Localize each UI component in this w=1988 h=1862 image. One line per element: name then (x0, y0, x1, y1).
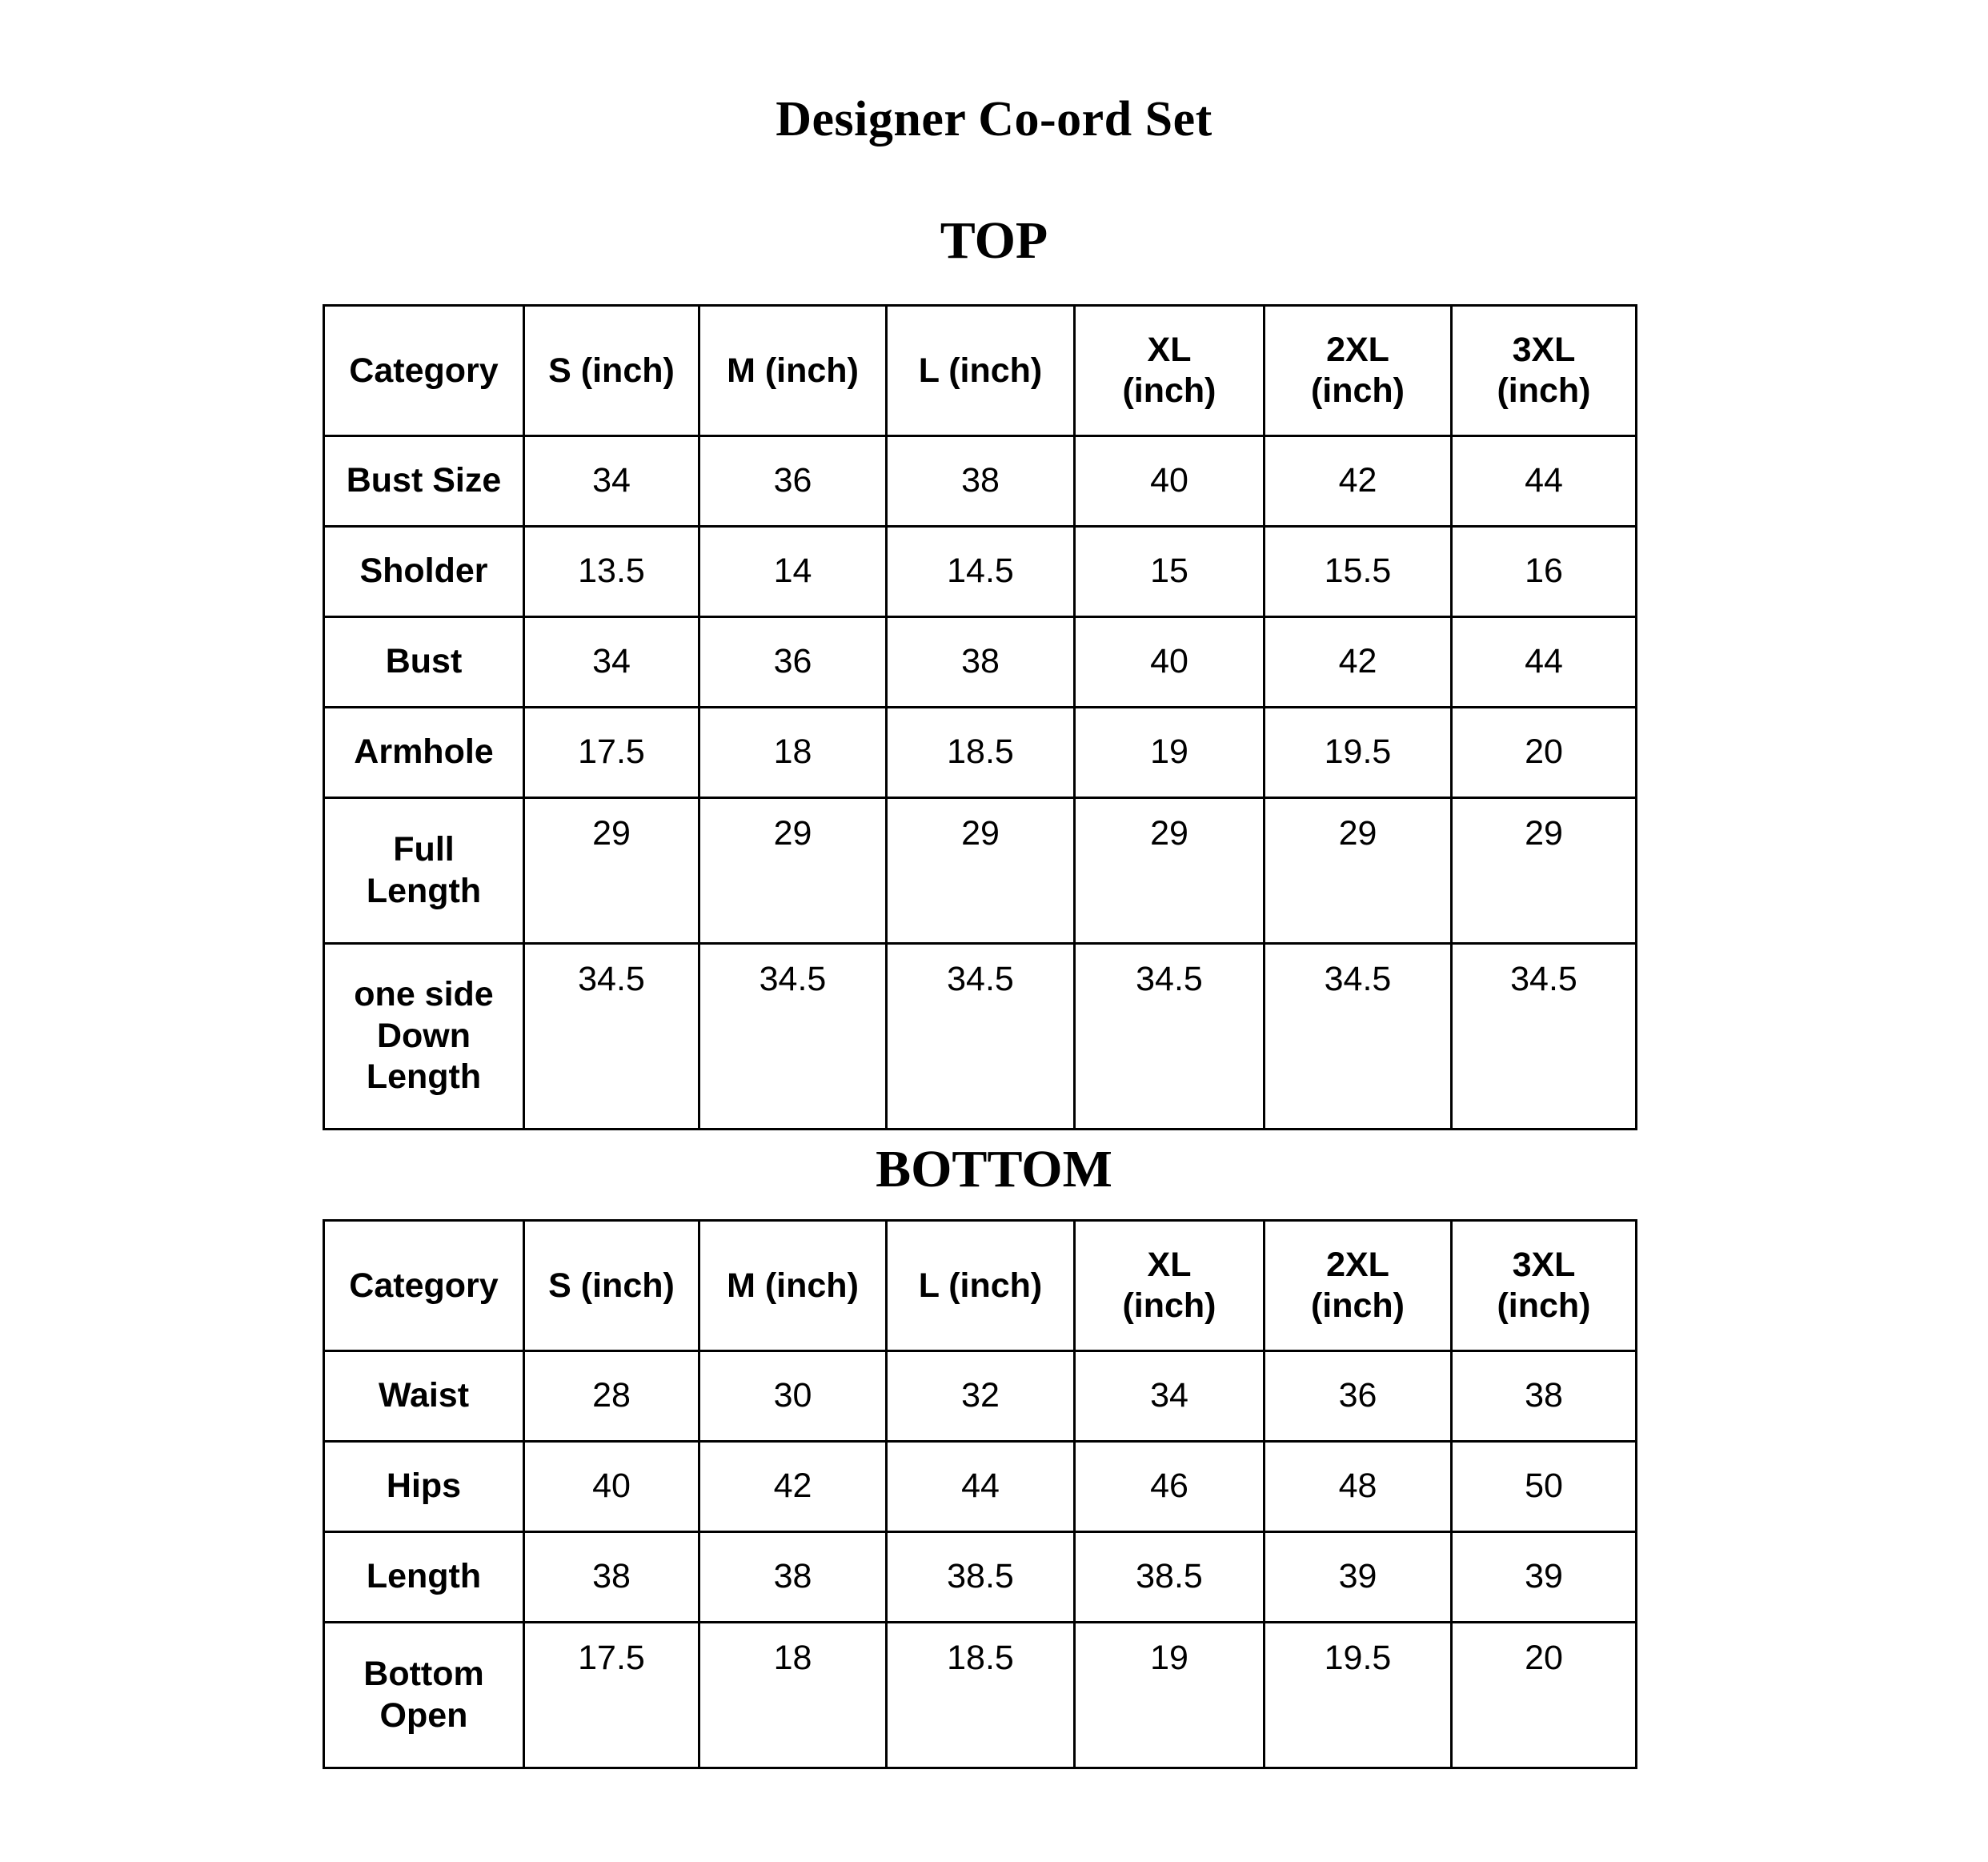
cell-value: 34 (524, 436, 699, 527)
page-title: Designer Co-ord Set (776, 92, 1212, 146)
section-heading-top: TOP (940, 211, 1048, 270)
cell-value: 18 (699, 1623, 887, 1768)
column-header-l (887, 1221, 1075, 1351)
cell-value: 18.5 (887, 708, 1075, 798)
cell-value: 17.5 (524, 1623, 699, 1768)
column-header-l (887, 306, 1075, 436)
table-row (324, 708, 1637, 798)
cell-value: 38 (887, 617, 1075, 708)
cell-value: 44 (1452, 436, 1637, 527)
table-header-row (324, 306, 1637, 436)
column-header-category (324, 306, 524, 436)
cell-value: 42 (1265, 436, 1452, 527)
cell-value: 34.5 (524, 944, 699, 1130)
column-header-m (699, 306, 887, 436)
cell-value: 20 (1452, 1623, 1637, 1768)
cell-value: 34.5 (699, 944, 887, 1130)
cell-value: 42 (1265, 617, 1452, 708)
column-header-line: 3XL (1512, 1246, 1576, 1285)
row-label-waist (324, 1351, 524, 1442)
cell-value: 38 (699, 1532, 887, 1623)
column-header-line: M (inch) (727, 351, 859, 390)
row-label-full-length (324, 798, 524, 944)
table-row (324, 944, 1637, 1130)
row-label-line: Bust Size (346, 461, 502, 500)
top-size-table (323, 304, 1637, 1130)
column-header-line: (inch) (1310, 371, 1405, 410)
cell-value: 30 (699, 1351, 887, 1442)
row-label-line: Open (379, 1695, 468, 1735)
column-header-line: M (inch) (727, 1266, 859, 1305)
cell-value: 39 (1452, 1532, 1637, 1623)
row-label-bust (324, 617, 524, 708)
cell-value: 13.5 (524, 527, 699, 617)
cell-value: 19 (1075, 708, 1265, 798)
column-header-m (699, 1221, 887, 1351)
column-header-category (324, 1221, 524, 1351)
row-label-line: Down (376, 1016, 471, 1055)
column-header-s (524, 1221, 699, 1351)
row-label-line: Bottom (363, 1654, 484, 1693)
column-header-2xl (1265, 1221, 1452, 1351)
cell-value: 32 (887, 1351, 1075, 1442)
table-row (324, 1623, 1637, 1768)
cell-value: 48 (1265, 1442, 1452, 1532)
row-label-length (324, 1532, 524, 1623)
cell-value: 19.5 (1265, 708, 1452, 798)
cell-value: 29 (1075, 798, 1265, 944)
cell-value: 40 (1075, 436, 1265, 527)
row-label-line: Full (393, 829, 455, 869)
cell-value: 34.5 (1075, 944, 1265, 1130)
row-label-line: Armhole (354, 732, 494, 772)
cell-value: 29 (699, 798, 887, 944)
cell-value: 38 (524, 1532, 699, 1623)
table-row (324, 1351, 1637, 1442)
column-header-line: (inch) (1497, 371, 1591, 410)
cell-value: 38 (1452, 1351, 1637, 1442)
cell-value: 29 (1452, 798, 1637, 944)
cell-value: 18.5 (887, 1623, 1075, 1768)
row-label-line: Bust (385, 642, 463, 681)
table-header-row (324, 1221, 1637, 1351)
table-row (324, 436, 1637, 527)
cell-value: 34 (1075, 1351, 1265, 1442)
cell-value: 40 (1075, 617, 1265, 708)
cell-value: 44 (887, 1442, 1075, 1532)
bottom-table-body (324, 1351, 1637, 1768)
top-table-body (324, 436, 1637, 1130)
column-header-xl (1075, 1221, 1265, 1351)
table-row (324, 798, 1637, 944)
column-header-line: (inch) (1122, 1286, 1216, 1325)
cell-value: 29 (1265, 798, 1452, 944)
row-label-armhole (324, 708, 524, 798)
cell-value: 40 (524, 1442, 699, 1532)
row-label-line: Waist (378, 1376, 470, 1415)
column-header-line: S (inch) (548, 1266, 675, 1305)
column-header-s (524, 306, 699, 436)
table-row (324, 617, 1637, 708)
column-header-3xl (1452, 306, 1637, 436)
column-header-3xl (1452, 1221, 1637, 1351)
column-header-line: Category (349, 351, 499, 390)
row-label-line: Sholder (359, 552, 488, 591)
cell-value: 38.5 (887, 1532, 1075, 1623)
cell-value: 44 (1452, 617, 1637, 708)
row-label-sholder (324, 527, 524, 617)
column-header-line: L (inch) (918, 1266, 1043, 1305)
row-label-one-side-down-length (324, 944, 524, 1130)
row-label-bust-size (324, 436, 524, 527)
table-row (324, 1532, 1637, 1623)
cell-value: 39 (1265, 1532, 1452, 1623)
cell-value: 42 (699, 1442, 887, 1532)
cell-value: 34.5 (1265, 944, 1452, 1130)
cell-value: 34.5 (887, 944, 1075, 1130)
bottom-size-table (323, 1219, 1637, 1769)
cell-value: 14.5 (887, 527, 1075, 617)
cell-value: 20 (1452, 708, 1637, 798)
row-label-line: Length (366, 1057, 482, 1097)
row-label-line: one side (354, 975, 494, 1014)
cell-value: 28 (524, 1351, 699, 1442)
row-label-hips (324, 1442, 524, 1532)
cell-value: 19 (1075, 1623, 1265, 1768)
row-label-line: Length (366, 871, 482, 910)
cell-value: 36 (1265, 1351, 1452, 1442)
cell-value: 36 (699, 436, 887, 527)
cell-value: 18 (699, 708, 887, 798)
column-header-line: Category (349, 1266, 499, 1305)
cell-value: 19.5 (1265, 1623, 1452, 1768)
column-header-line: L (inch) (918, 351, 1043, 390)
section-heading-bottom: BOTTOM (876, 1140, 1112, 1198)
cell-value: 34 (524, 617, 699, 708)
cell-value: 36 (699, 617, 887, 708)
column-header-line: 3XL (1512, 331, 1576, 370)
cell-value: 50 (1452, 1442, 1637, 1532)
table-row (324, 1442, 1637, 1532)
column-header-2xl (1265, 306, 1452, 436)
cell-value: 15.5 (1265, 527, 1452, 617)
cell-value: 15 (1075, 527, 1265, 617)
column-header-xl (1075, 306, 1265, 436)
cell-value: 46 (1075, 1442, 1265, 1532)
column-header-line: 2XL (1326, 1246, 1389, 1285)
row-label-line: Length (366, 1557, 482, 1596)
column-header-line: (inch) (1310, 1286, 1405, 1325)
row-label-line: Hips (386, 1467, 462, 1506)
column-header-line: XL (1147, 331, 1192, 370)
column-header-line: (inch) (1122, 371, 1216, 410)
bottom-table-header (324, 1221, 1637, 1351)
top-table-header (324, 306, 1637, 436)
cell-value: 14 (699, 527, 887, 617)
cell-value: 38 (887, 436, 1075, 527)
cell-value: 17.5 (524, 708, 699, 798)
column-header-line: (inch) (1497, 1286, 1591, 1325)
cell-value: 34.5 (1452, 944, 1637, 1130)
column-header-line: S (inch) (548, 351, 675, 390)
cell-value: 38.5 (1075, 1532, 1265, 1623)
column-header-line: XL (1147, 1246, 1192, 1285)
cell-value: 29 (524, 798, 699, 944)
table-row (324, 527, 1637, 617)
column-header-line: 2XL (1326, 331, 1389, 370)
cell-value: 16 (1452, 527, 1637, 617)
row-label-bottom-open (324, 1623, 524, 1768)
cell-value: 29 (887, 798, 1075, 944)
